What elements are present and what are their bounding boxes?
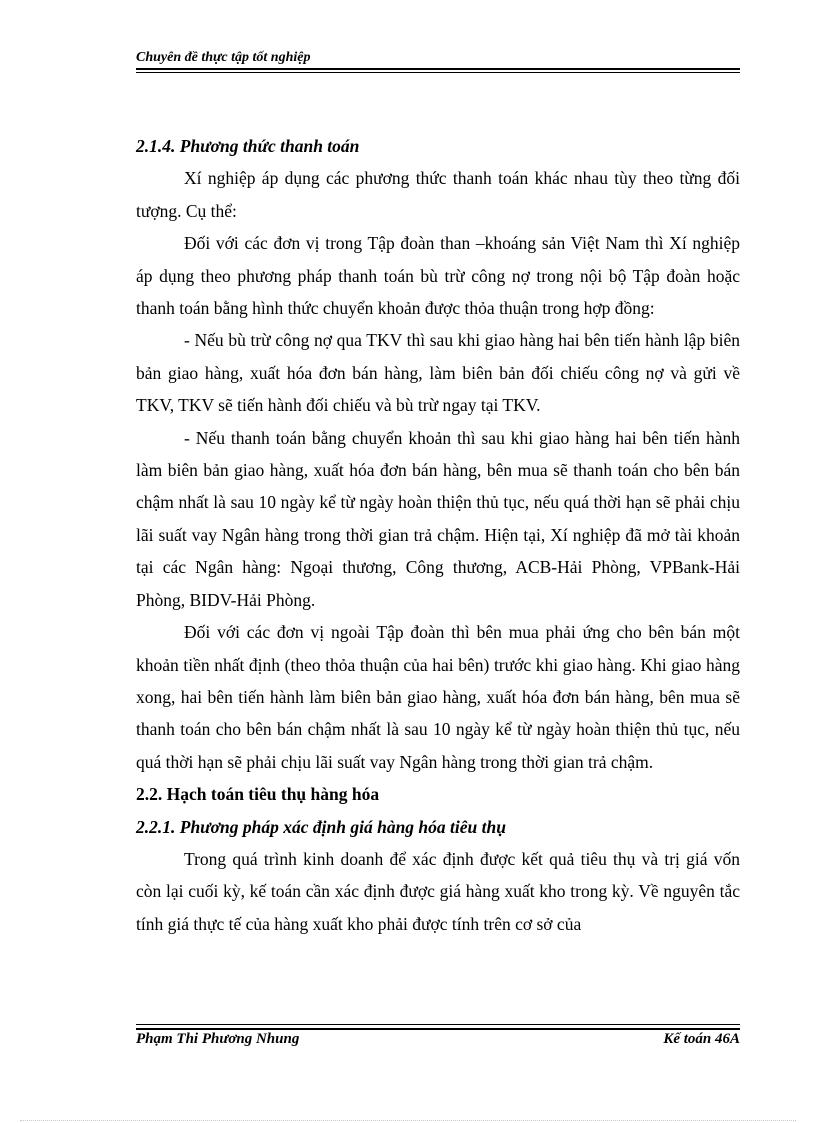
footer-rule-thin (136, 1024, 740, 1025)
section-heading-2-2: 2.2. Hạch toán tiêu thụ hàng hóa (136, 784, 380, 805)
section-heading-2-1-4: 2.1.4. Phương thức thanh toán (136, 136, 360, 156)
paragraph-external-units: Đối với các đơn vị ngoài Tập đoàn thì bên mua phải ứng cho bên bán một khoản tiền nhất định (theo thỏa thuận của hai bên) trước khi giao hàng. Khi giao hàng xong, hai bên tiến hành làm biên bản giao hàng, xuất hóa đơn bán hàng, bên mua sẽ thanh toán cho bên bán chậm nhất là sau 10 ngày kể từ ngày hoàn thiện thủ tục, nếu quá thời hạn sẽ phải chịu lãi suất vay Ngân hàng trong thời gian trả chậm. (136, 622, 740, 772)
paragraph-internal-units: Đối với các đơn vị trong Tập đoàn than –khoáng sản Việt Nam thì Xí nghiệp áp dụng theo phương pháp thanh toán bù trừ công nợ trong nội bộ Tập đoàn hoặc thanh toán bằng hình thức chuyển khoản được thỏa thuận trong hợp đồng: (136, 233, 740, 319)
document-body (136, 130, 740, 940)
paragraph-bank-transfer: - Nếu thanh toán bằng chuyển khoản thì sau khi giao hàng hai bên tiến hành làm biên bản giao hàng, xuất hóa đơn bán hàng, bên mua sẽ thanh toán cho bên bán chậm nhất là sau 10 ngày kể từ ngày hoàn thiện thủ tục, nếu quá thời hạn sẽ phải chịu lãi suất vay Ngân hàng trong thời gian trả chậm. Hiện tại, Xí nghiệp đã mở tài khoản tại các Ngân hàng: Ngoại thương, Công thương, ACB-Hải Phòng, VPBank-Hải Phòng, BIDV-Hải Phòng. (136, 427, 740, 610)
page-header-title: Chuyên đề thực tập tốt nghiệp (136, 50, 311, 65)
paragraph-pricing-method: Trong quá trình kinh doanh để xác định được kết quả tiêu thụ và trị giá vốn còn lại cuối kỳ, kế toán cần xác định được giá hàng xuất kho trong kỳ. Về nguyên tắc tính giá thực tế của hàng xuất kho phải được tính trên cơ sở của (136, 848, 740, 934)
header-rule-thick (136, 68, 740, 70)
section-heading-2-2-1: 2.2.1. Phương pháp xác định giá hàng hóa tiêu thụ (136, 816, 506, 837)
footer-class: Kế toán 46A (663, 1031, 740, 1047)
header-rule-thin (136, 72, 740, 73)
paragraph-intro: Xí nghiệp áp dụng các phương thức thanh toán khác nhau tùy theo từng đối tượng. Cụ thể: (136, 168, 740, 221)
footer-author: Phạm Thi Phương Nhung (136, 1031, 300, 1047)
page-bottom-border (20, 1120, 796, 1121)
paragraph-tkv-offset: - Nếu bù trừ công nợ qua TKV thì sau khi giao hàng hai bên tiến hành lập biên bản giao hàng, xuất hóa đơn bán hàng, làm biên bản đối chiếu công nợ và gửi về TKV, TKV sẽ tiến hành đối chiếu và bù trừ ngay tại TKV. (136, 330, 740, 416)
